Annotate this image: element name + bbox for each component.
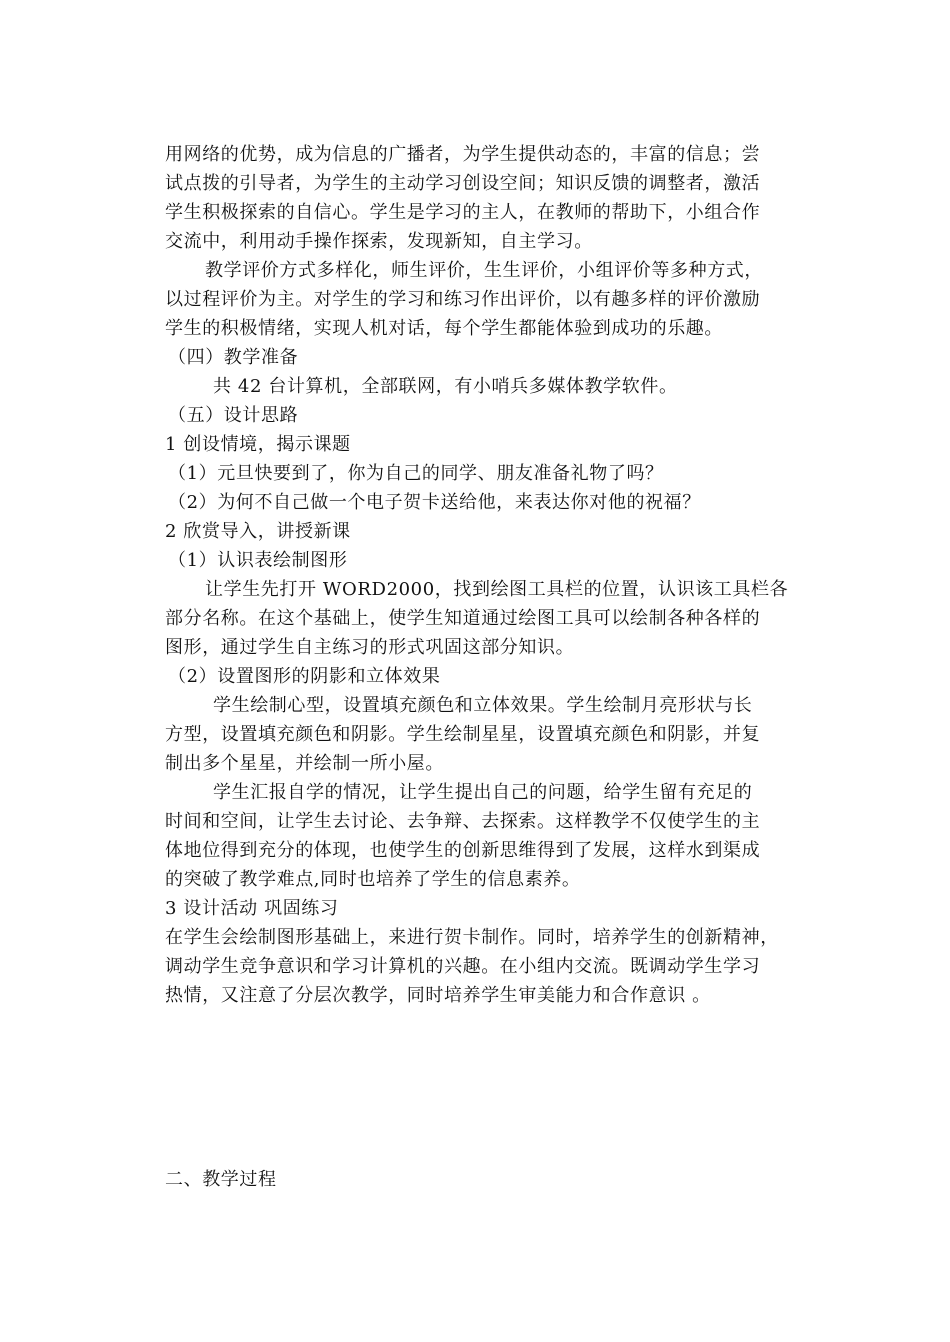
paragraph-line: 试点拨的引导者，为学生的主动学习创设空间；知识反馈的调整者，激活 xyxy=(165,173,761,194)
paragraph-line: 用网络的优势，成为信息的广播者，为学生提供动态的，丰富的信息；尝 xyxy=(165,144,761,165)
numbered-heading: 2 欣赏导入，讲授新课 xyxy=(165,521,351,542)
paragraph-line: 体地位得到充分的体现，也使学生的创新思维得到了发展，这样水到渠成 xyxy=(165,840,761,861)
numbered-heading: 1 创设情境，揭示课题 xyxy=(165,434,351,455)
paragraph-line: 学生绘制心型，设置填充颜色和立体效果。学生绘制月亮形状与长 xyxy=(213,695,753,716)
paragraph-line: 教学评价方式多样化，师生评价，生生评价，小组评价等多种方式， xyxy=(205,260,763,281)
paragraph-line: 调动学生竞争意识和学习计算机的兴趣。在小组内交流。既调动学生学习 xyxy=(165,956,761,977)
paragraph-line: 学生的积极情绪，实现人机对话，每个学生都能体验到成功的乐趣。 xyxy=(165,318,723,339)
paragraph-line: 时间和空间，让学生去讨论、去争辩、去探索。这样教学不仅使学生的主 xyxy=(165,811,761,832)
paragraph-line: 图形，通过学生自主练习的形式巩固这部分知识。 xyxy=(165,637,575,658)
paragraph-line: 学生汇报自学的情况，让学生提出自己的问题，给学生留有充足的 xyxy=(213,782,753,803)
paragraph-line: 共 42 台计算机，全部联网，有小哨兵多媒体教学软件。 xyxy=(213,376,678,397)
paragraph-line: 热情，又注意了分层次教学，同时培养学生审美能力和合作意识 。 xyxy=(165,985,711,1006)
paragraph-line: 制出多个星星，并绘制一所小屋。 xyxy=(165,753,444,774)
paragraph-line: 让学生先打开 WORD2000，找到绘图工具栏的位置，认识该工具栏各 xyxy=(205,579,789,600)
paragraph-line: 的突破了教学难点,同时也培养了学生的信息素养。 xyxy=(165,869,581,890)
section-heading: （五）设计思路 xyxy=(168,405,299,426)
list-item: （1）认识表绘制图形 xyxy=(168,550,348,571)
paragraph-line: 在学生会绘制图形基础上，来进行贺卡制作。同时，培养学生的创新精神， xyxy=(165,927,779,948)
paragraph-line: 方型，设置填充颜色和阴影。学生绘制星星，设置填充颜色和阴影，并复 xyxy=(165,724,761,745)
section-title: 二、教学过程 xyxy=(165,1169,277,1190)
list-item: （2）设置图形的阴影和立体效果 xyxy=(168,666,441,687)
paragraph-line: 部分名称。在这个基础上，使学生知道通过绘图工具可以绘制各种各样的 xyxy=(165,608,761,629)
paragraph-line: 学生积极探索的自信心。学生是学习的主人，在教师的帮助下，小组合作 xyxy=(165,202,761,223)
paragraph-line: 以过程评价为主。对学生的学习和练习作出评价，以有趣多样的评价激励 xyxy=(165,289,761,310)
paragraph-line: 交流中，利用动手操作探索，发现新知，自主学习。 xyxy=(165,231,593,252)
section-heading: （四）教学准备 xyxy=(168,347,299,368)
list-item: （1）元旦快要到了，你为自己的同学、朋友准备礼物了吗？ xyxy=(168,463,664,484)
list-item: （2）为何不自己做一个电子贺卡送给他，来表达你对他的祝福？ xyxy=(168,492,701,513)
numbered-heading: 3 设计活动 巩固练习 xyxy=(165,898,339,919)
